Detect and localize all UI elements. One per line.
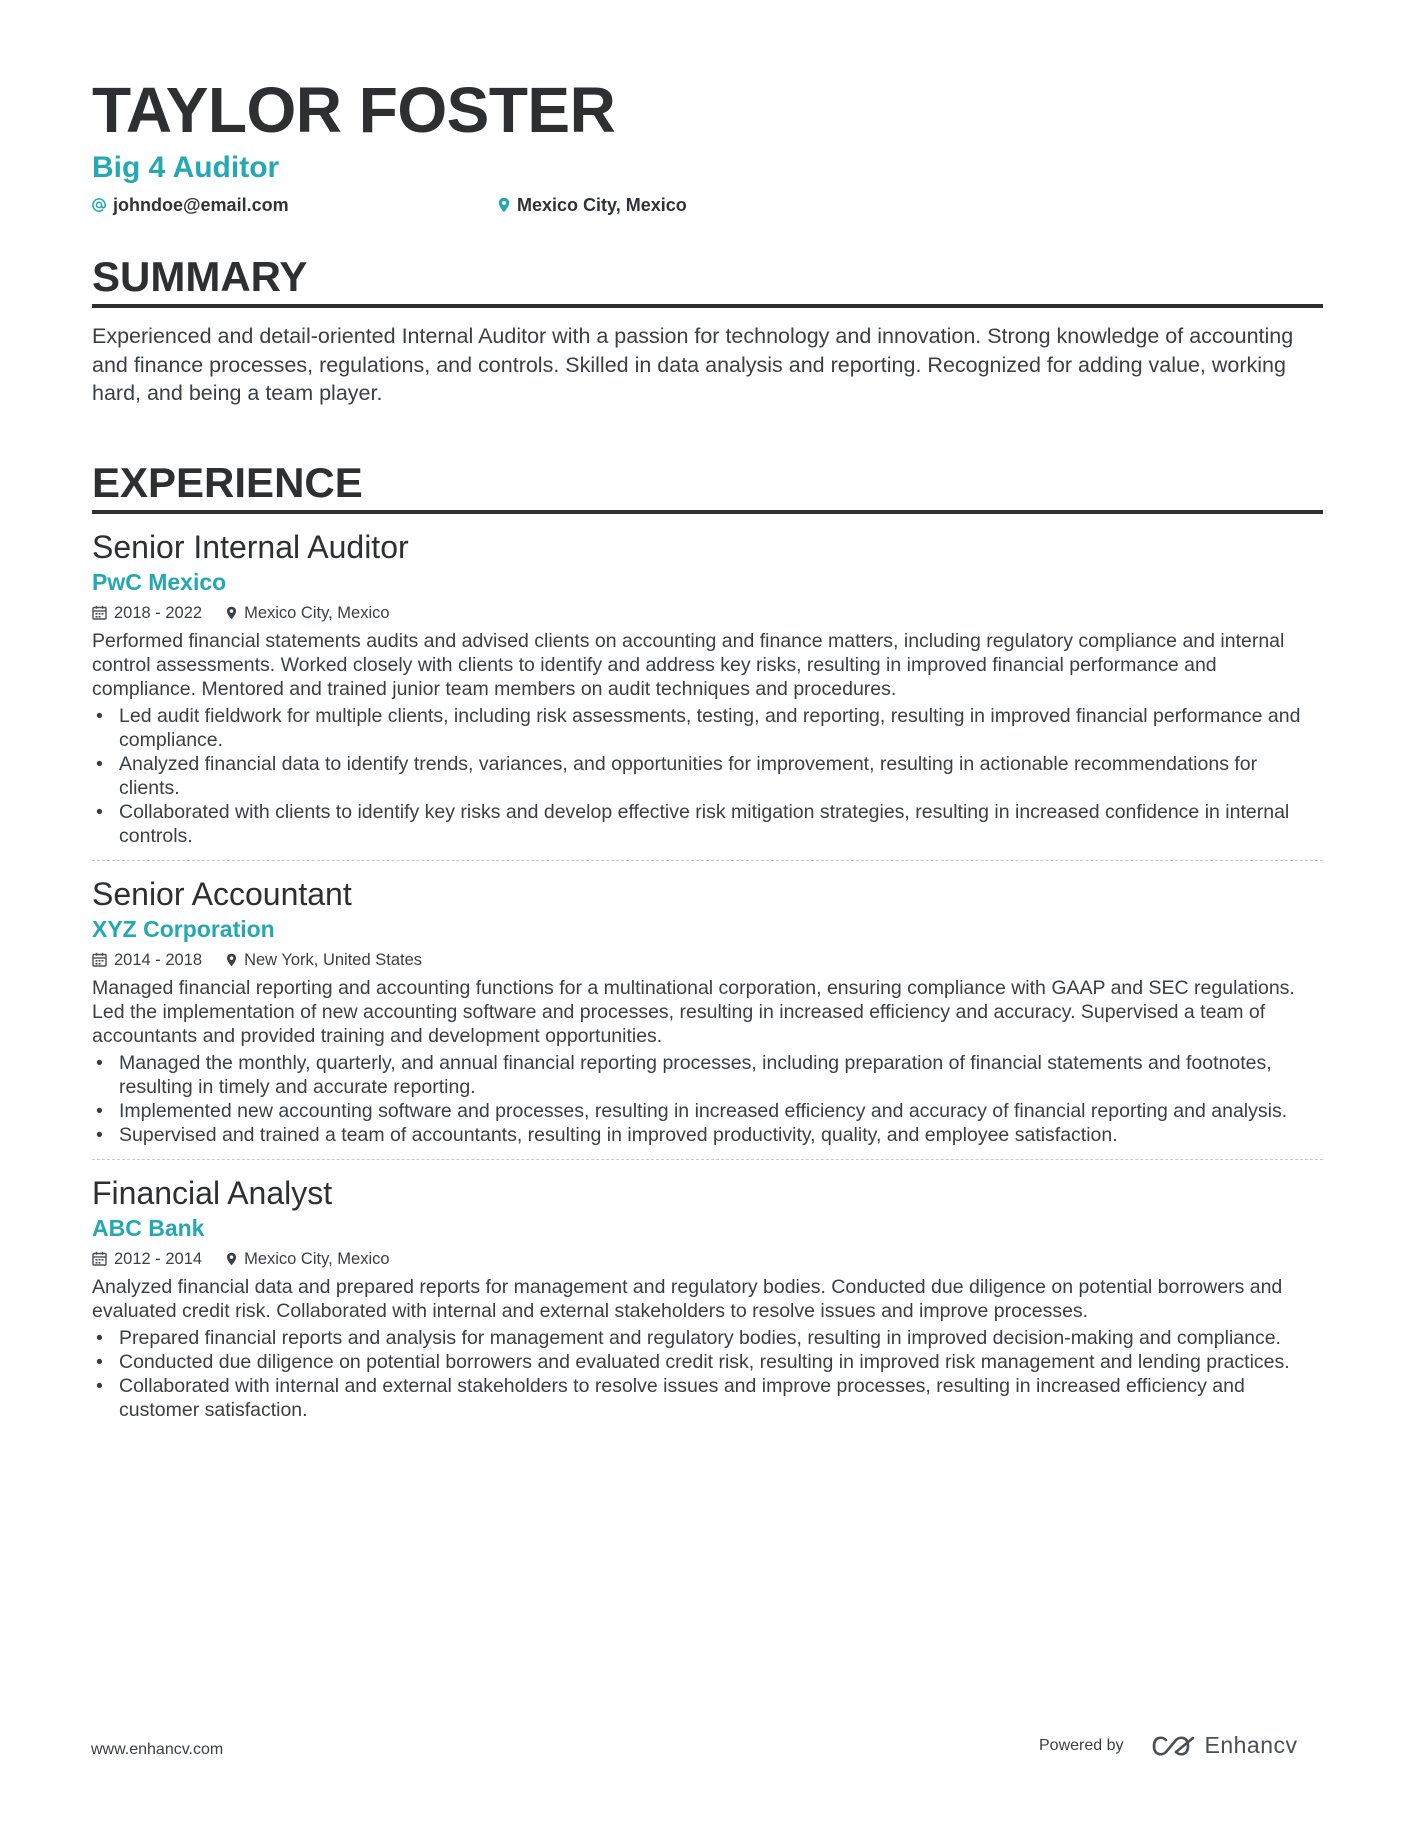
job-bullet: • Led audit fieldwork for multiple clients, including risk assessments, testing, and reporting, resulting in improved financial performance and compliance.: [92, 704, 1323, 752]
job-title: Financial Analyst: [92, 1174, 333, 1211]
job-meta: [92, 601, 1323, 625]
calendar-icon: [92, 605, 107, 620]
job-meta: [92, 948, 1323, 972]
job-bullets: [92, 704, 1323, 848]
job-location-text: Mexico City, Mexico: [244, 603, 390, 622]
candidate-name: TAYLOR FOSTER: [92, 74, 616, 146]
footer-branding: [1039, 1732, 1298, 1759]
resume-header: [92, 72, 1323, 218]
contact-location: [498, 192, 687, 218]
job-dates: 2018 - 2022: [114, 603, 203, 622]
job-entry: [92, 1159, 1323, 1434]
at-icon: [92, 198, 106, 212]
map-pin-icon: [226, 606, 237, 620]
job-location-text: New York, United States: [244, 950, 423, 969]
job-location-text: Mexico City, Mexico: [244, 1249, 390, 1268]
job-bullet: • Collaborated with clients to identify key risks and develop effective risk mitigation strategies, resulting in increased confidence in internal controls.: [92, 800, 1323, 848]
company-name: ABC Bank: [92, 1214, 205, 1241]
job-entry: [92, 860, 1323, 1159]
calendar-icon: [92, 952, 107, 967]
job-bullets: [92, 1051, 1323, 1147]
job-bullet: • Implemented new accounting software and processes, resulting in increased efficiency and accuracy of financial reporting and analysis.: [92, 1099, 1323, 1123]
summary-title: SUMMARY: [92, 252, 1323, 308]
job-bullet: • Conducted due diligence on potential borrowers and evaluated credit risk, resulting in improved risk management and lending practices.: [92, 1350, 1323, 1374]
job-bullets: [92, 1326, 1323, 1422]
job-title: Senior Internal Auditor: [92, 528, 409, 565]
summary-text: Experienced and detail-oriented Internal Auditor with a passion for technology and innovation. Strong knowledge of accounting and finance processes, regulations, and controls. Skilled in data analysis and reporting. Recognized for adding value, working hard, and being a team player.: [92, 324, 1294, 405]
job-bullet: • Managed the monthly, quarterly, and annual financial reporting processes, including preparation of financial statements and footnotes, resulting in timely and accurate reporting.: [92, 1051, 1323, 1099]
job-description: Managed financial reporting and accounting functions for a multinational corporation, ensuring compliance with GAAP and SEC regulations. Led the implementation of new accounting software and processes, resulting in increased efficiency and accuracy. Supervised a team of accountants and provided training and development opportunities.: [92, 976, 1295, 1047]
company-name: PwC Mexico: [92, 568, 227, 595]
map-pin-icon: [498, 197, 510, 213]
job-meta: [92, 1247, 1323, 1271]
job-title: Senior Accountant: [92, 875, 352, 912]
resume-page: [92, 72, 1323, 1434]
job-bullet: • Collaborated with internal and external stakeholders to resolve issues and improve processes, resulting in increased efficiency and customer satisfaction.: [92, 1374, 1323, 1422]
job-location: [226, 601, 389, 625]
job-dates: 2014 - 2018: [114, 950, 203, 969]
footer-website[interactable]: www.enhancv.com: [91, 1741, 224, 1758]
experience-section: [92, 458, 1323, 1434]
summary-section: [92, 252, 1323, 408]
map-pin-icon: [226, 953, 237, 967]
job-entry: [92, 514, 1323, 860]
job-location: [226, 1247, 389, 1271]
candidate-headline: Big 4 Auditor: [92, 151, 280, 184]
job-bullet: • Prepared financial reports and analysis for management and regulatory bodies, resulting in improved decision-making and compliance.: [92, 1326, 1323, 1350]
email-text: johndoe@email.com: [113, 195, 289, 215]
contact-row: [92, 192, 1323, 218]
powered-by-label: Powered by: [1039, 1736, 1124, 1754]
location-text: Mexico City, Mexico: [517, 195, 687, 215]
job-description: Analyzed financial data and prepared reports for management and regulatory bodies. Conducted due diligence on potential borrowers and evaluated credit risk. Collaborated with internal and external stakeholders to resolve issues and improve processes.: [92, 1275, 1283, 1322]
calendar-icon: [92, 1251, 107, 1266]
map-pin-icon: [226, 1252, 237, 1266]
company-name: XYZ Corporation: [92, 915, 275, 942]
job-location: [226, 948, 422, 972]
job-description: Performed financial statements audits and advised clients on accounting and finance matters, including regulatory compliance and internal control assessments. Worked closely with clients to identify and address key risks, resulting in improved financial performance and compliance. Mentored and trained junior team members on audit techniques and procedures.: [92, 629, 1285, 700]
contact-email[interactable]: [92, 192, 498, 218]
job-bullet: • Analyzed financial data to identify trends, variances, and opportunities for improvement, resulting in actionable recommendations for clients.: [92, 752, 1323, 800]
enhancv-logo-icon[interactable]: [1150, 1734, 1196, 1758]
job-bullet: • Supervised and trained a team of accountants, resulting in improved productivity, quality, and employee satisfaction.: [92, 1123, 1323, 1147]
experience-title: EXPERIENCE: [92, 458, 1323, 514]
brand-name: Enhancv: [1204, 1732, 1298, 1758]
job-dates: 2012 - 2014: [114, 1249, 203, 1268]
